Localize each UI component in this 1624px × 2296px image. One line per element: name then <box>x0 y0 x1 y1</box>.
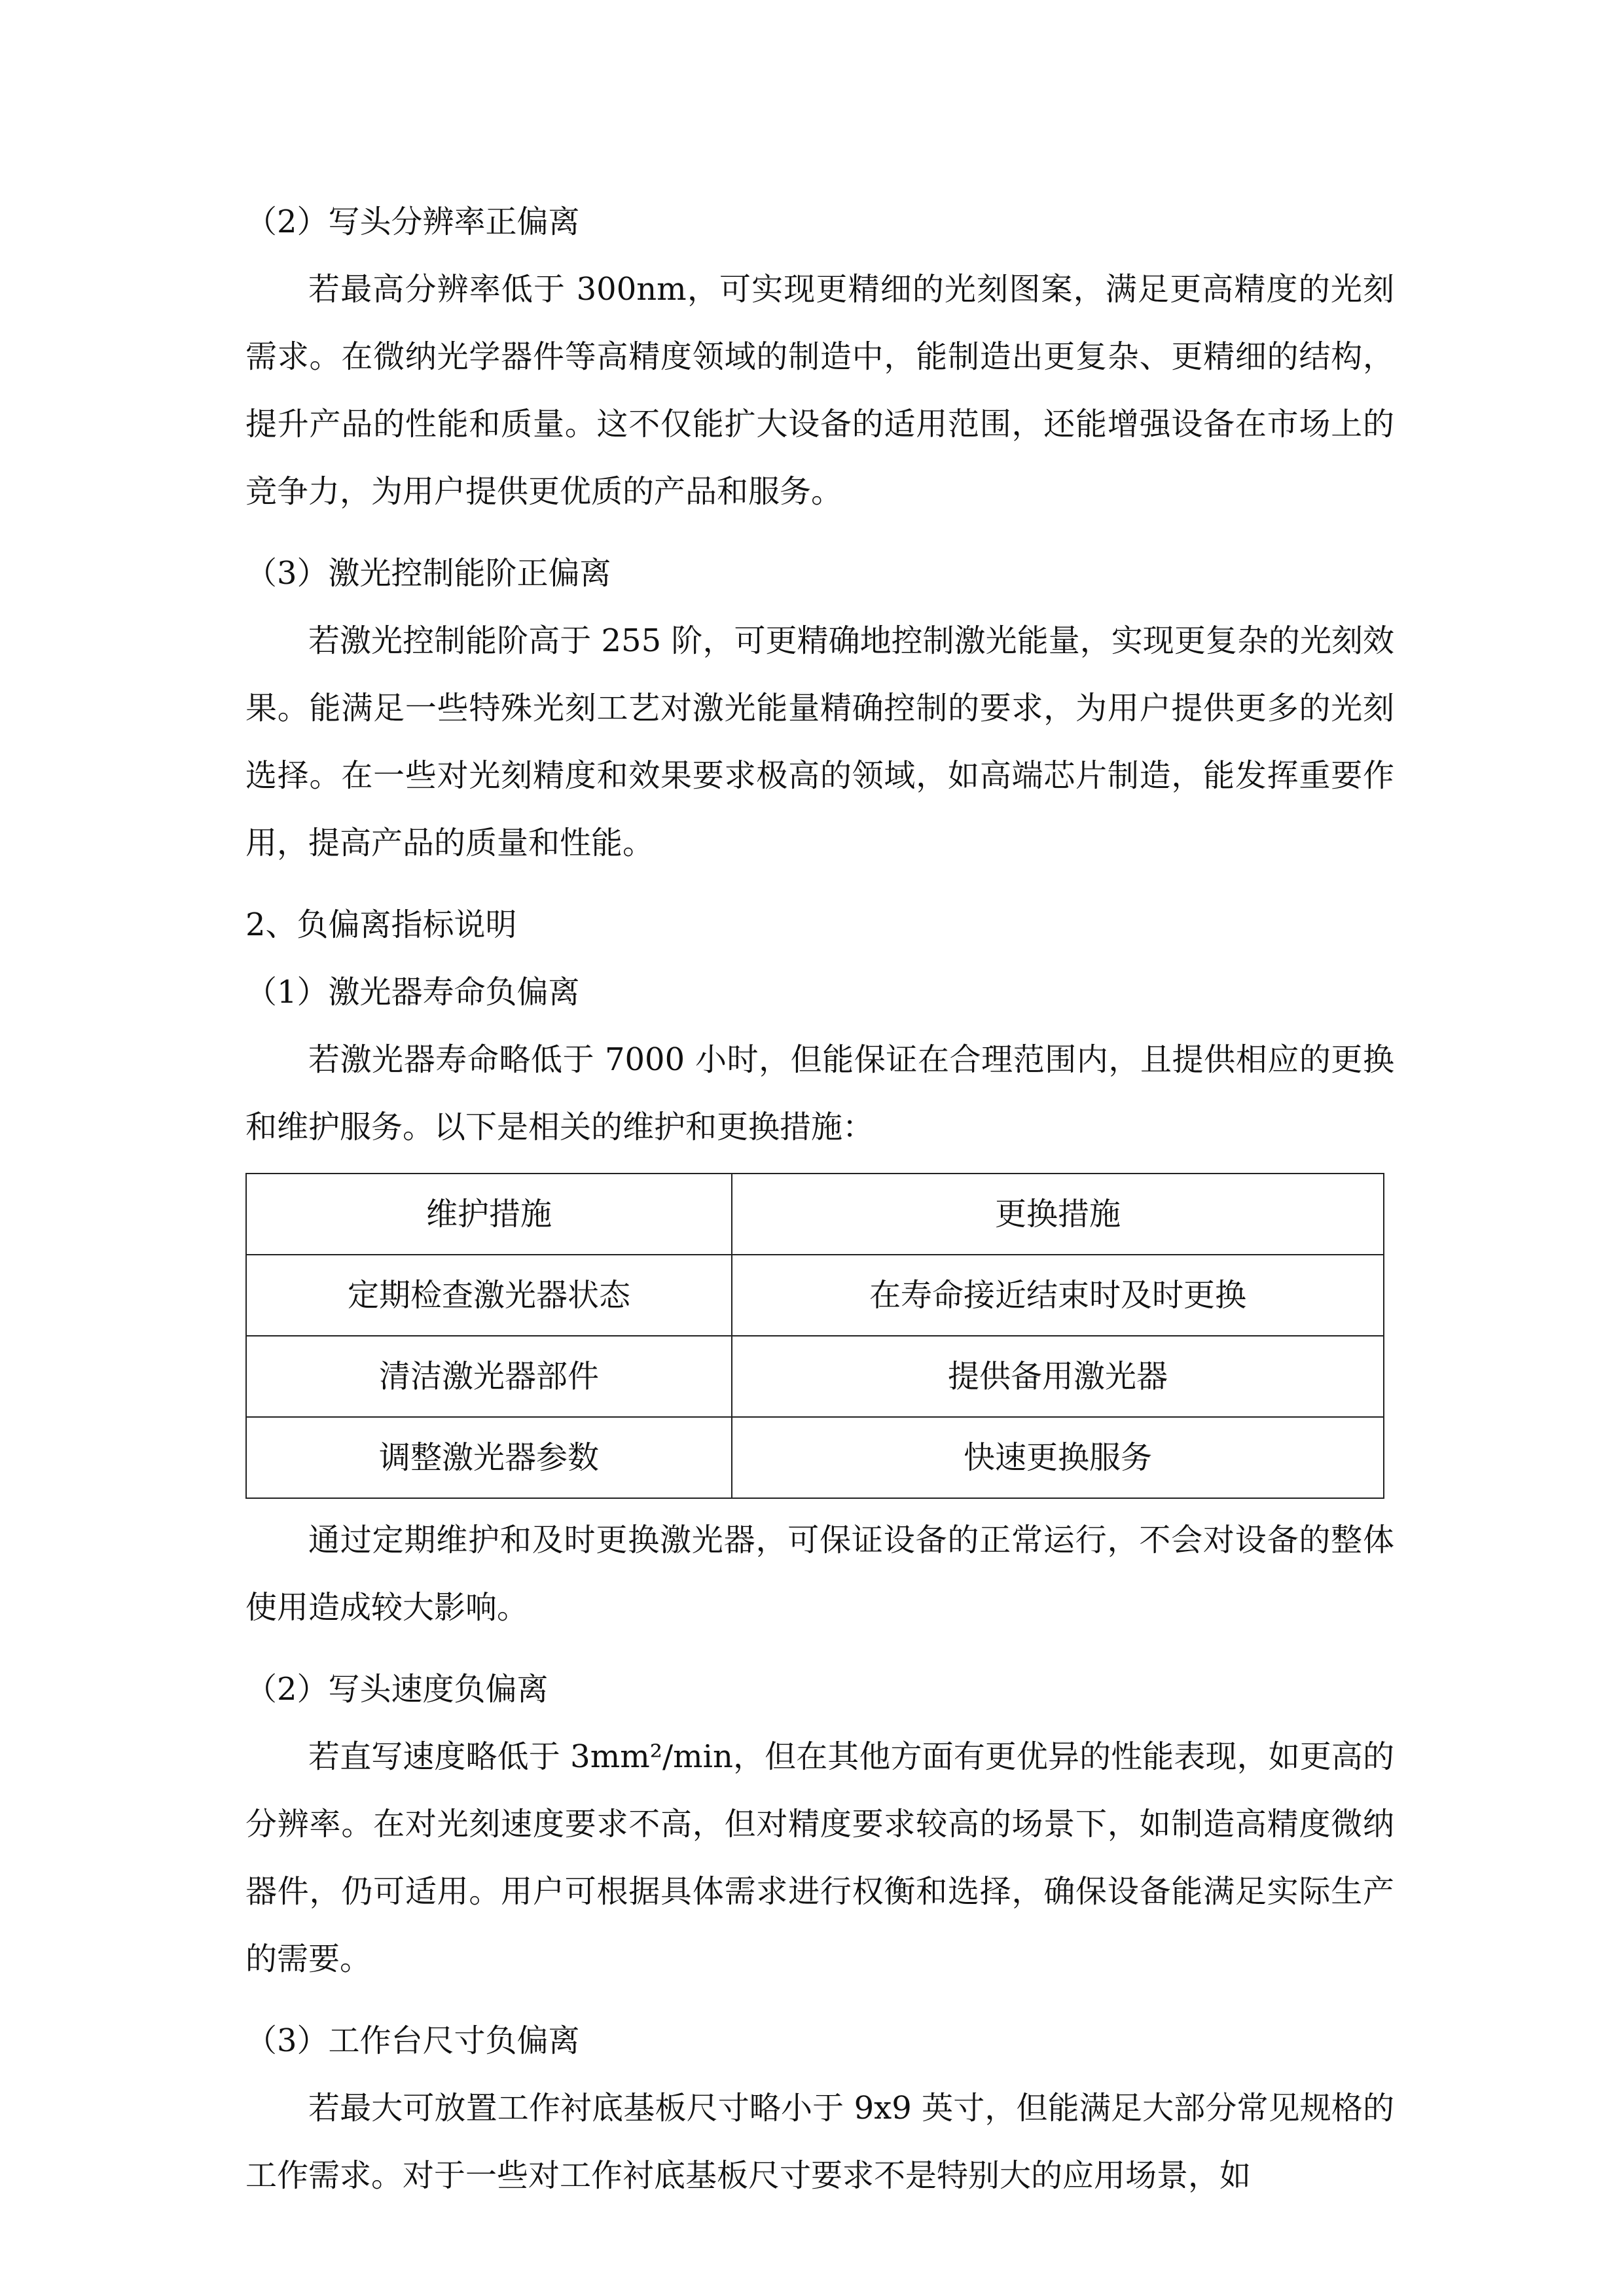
maintenance-table <box>245 1173 1384 1499</box>
table-row <box>246 1417 1384 1498</box>
section-title-negative-deviation: 2、负偏离指标说明 <box>245 906 517 943</box>
heading-laser-control-levels: （3）激光控制能阶正偏离 <box>245 555 611 592</box>
document-body <box>245 188 1394 2210</box>
paragraph-maintenance-summary: 通过定期维护和及时更换激光器，可保证设备的正常运行，不会对设备的整体使用造成较大影响。 <box>245 1522 1394 1626</box>
heading-write-head-resolution: （2）写头分辨率正偏离 <box>245 204 580 240</box>
table-cell: 提供备用激光器 <box>732 1336 1384 1417</box>
table-cell: 在寿命接近结束时及时更换 <box>732 1255 1384 1336</box>
table-cell: 清洁激光器部件 <box>246 1336 732 1417</box>
paragraph-write-head-speed: 若直写速度略低于 3mm²/min，但在其他方面有更优异的性能表现，如更高的分辨率。在对光刻速度要求不高，但对精度要求较高的场景下，如制造高精度微纳器件，仍可适用。用户可根据具体需求进行权衡和选择，确保设备能满足实际生产的需要。 <box>245 1738 1394 1977</box>
paragraph-laser-lifetime: 若激光器寿命略低于 7000 小时，但能保证在合理范围内，且提供相应的更换和维护服务。以下是相关的维护和更换措施： <box>245 1041 1394 1145</box>
paragraph-write-head-resolution: 若最高分辨率低于 300nm，可实现更精细的光刻图案，满足更高精度的光刻需求。在微纳光学器件等高精度领域的制造中，能制造出更复杂、更精细的结构，提升产品的性能和质量。这不仅能扩大设备的适用范围，还能增强设备在市场上的竞争力，为用户提供更优质的产品和服务。 <box>245 271 1394 510</box>
table-row <box>246 1336 1384 1417</box>
table-cell: 定期检查激光器状态 <box>246 1255 732 1336</box>
table-header-cell: 维护措施 <box>246 1174 732 1255</box>
table-header-cell: 更换措施 <box>732 1174 1384 1255</box>
table-header-row <box>246 1174 1384 1255</box>
paragraph-laser-control-levels: 若激光控制能阶高于 255 阶，可更精确地控制激光能量，实现更复杂的光刻效果。能满足一些特殊光刻工艺对激光能量精确控制的要求，为用户提供更多的光刻选择。在一些对光刻精度和效果要求极高的领域，如高端芯片制造，能发挥重要作用，提高产品的质量和性能。 <box>245 622 1394 861</box>
paragraph-stage-size: 若最大可放置工作衬底基板尺寸略小于 9x9 英寸，但能满足大部分常见规格的工作需求。对于一些对工作衬底基板尺寸要求不是特别大的应用场景，如 <box>245 2090 1394 2194</box>
heading-write-head-speed: （2）写头速度负偏离 <box>245 1671 549 1708</box>
heading-stage-size: （3）工作台尺寸负偏离 <box>245 2022 580 2059</box>
table-cell: 调整激光器参数 <box>246 1417 732 1498</box>
heading-laser-lifetime: （1）激光器寿命负偏离 <box>245 974 580 1011</box>
table-row <box>246 1255 1384 1336</box>
table-cell: 快速更换服务 <box>732 1417 1384 1498</box>
